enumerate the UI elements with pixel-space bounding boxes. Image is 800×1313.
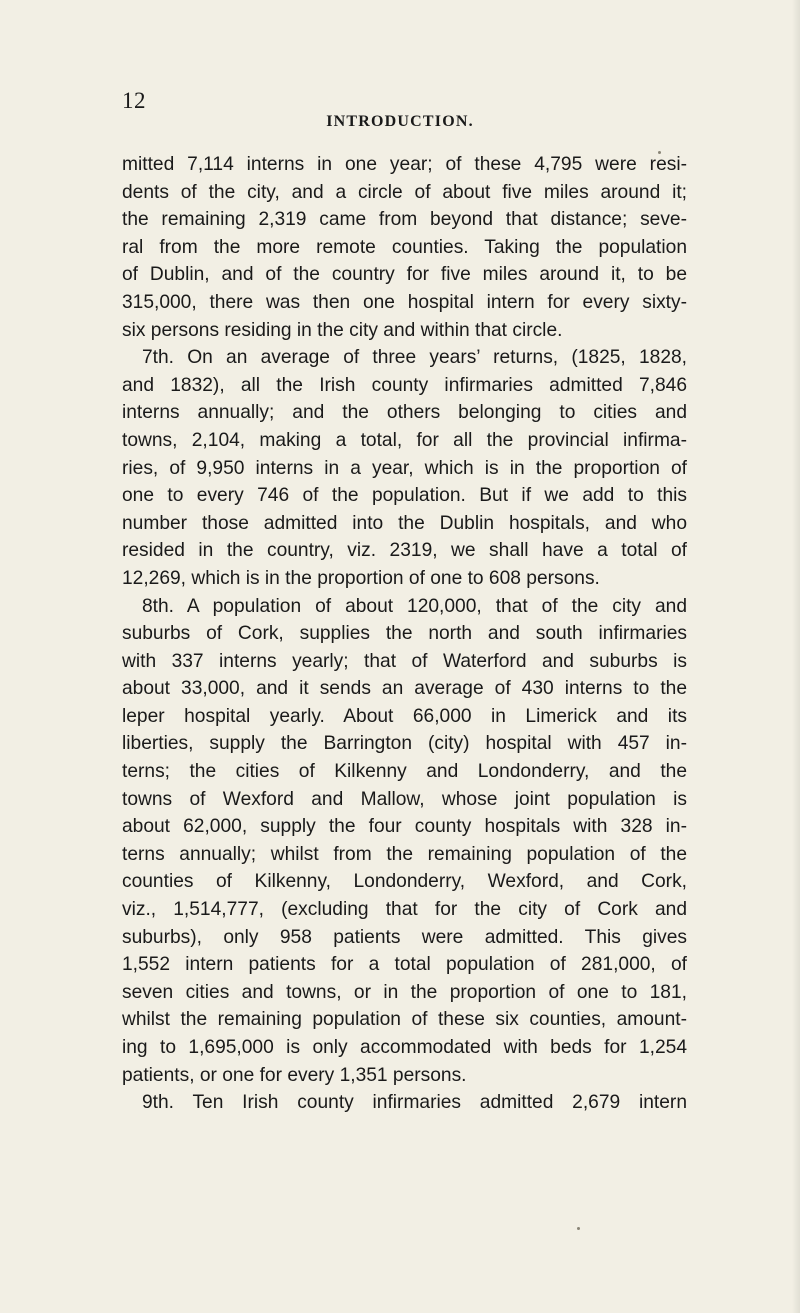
text-line: resided in the country, viz. 2319, we shall have a total of	[122, 540, 687, 562]
running-head-title: INTRODUCTION.	[326, 113, 474, 130]
text-line: leper hospital yearly. About 66,000 in Limerick and its	[122, 705, 687, 727]
text-line: suburbs of Cork, supplies the north and south infirmaries	[122, 623, 687, 645]
text-line: mitted 7,114 interns in one year; of these 4,795 were resi-	[122, 154, 687, 175]
text-line: dents of the city, and a circle of about five miles around it;	[122, 181, 687, 203]
text-line: ing to 1,695,000 is only accommodated with beds for 1,254	[122, 1037, 687, 1058]
page-edge-shadow	[792, 0, 800, 1313]
text-line: number those admitted into the Dublin hospitals, and who	[122, 512, 687, 534]
text-line: about 33,000, and it sends an average of 430 interns to the	[122, 678, 687, 700]
text-line: 7th. On an average of three years’ returns, (1825, 1828,	[142, 347, 687, 369]
text-line: six persons residing in the city and within that circle.	[122, 319, 563, 341]
text-line: seven cities and towns, or in the proportion of one to 181,	[122, 981, 687, 1003]
text-line: counties of Kilkenny, Londonderry, Wexford, and Cork,	[122, 871, 687, 893]
paper-fleck	[577, 1227, 580, 1230]
text-line: the remaining 2,319 came from beyond that distance; seve-	[122, 209, 687, 231]
text-line: interns annually; and the others belonging to cities and	[122, 402, 687, 424]
text-line: 9th. Ten Irish county infirmaries admitted 2,679 intern	[142, 1092, 687, 1114]
text-line: ries, of 9,950 interns in a year, which is in the proportion of	[122, 457, 687, 479]
text-line: towns, 2,104, making a total, for all the provincial infirma-	[122, 429, 687, 451]
text-line: about 62,000, supply the four county hospitals with 328 in-	[122, 816, 687, 838]
text-line: 8th. A population of about 120,000, that of the city and	[142, 595, 687, 617]
text-line: with 337 interns yearly; that of Waterford and suburbs is	[122, 650, 687, 672]
text-line: ral from the more remote counties. Taking the population	[122, 236, 687, 258]
text-line: liberties, supply the Barrington (city) hospital with 457 in-	[122, 733, 687, 755]
text-line: terns; the cities of Kilkenny and Londonderry, and the	[122, 761, 687, 783]
text-line: 12,269, which is in the proportion of one to 608 persons.	[122, 567, 600, 589]
text-line: towns of Wexford and Mallow, whose joint population is	[122, 788, 687, 810]
text-line: viz., 1,514,777, (excluding that for the city of Cork and	[122, 899, 687, 921]
text-line: patients, or one for every 1,351 persons.	[122, 1064, 467, 1086]
text-line: one to every 746 of the population. But if we add to this	[122, 485, 687, 507]
text-line: and 1832), all the Irish county infirmaries admitted 7,846	[122, 374, 687, 396]
text-line: whilst the remaining population of these six counties, amount-	[122, 1009, 687, 1031]
text-line: terns annually; whilst from the remaining population of the	[122, 843, 687, 865]
paper-fleck	[658, 151, 661, 154]
text-line: suburbs), only 958 patients were admitted. This gives	[122, 926, 687, 948]
page-number: 12	[122, 88, 146, 113]
body-text	[122, 151, 687, 1117]
text-line: 315,000, there was then one hospital intern for every sixty-	[122, 291, 687, 313]
text-line: of Dublin, and of the country for five miles around it, to be	[122, 264, 687, 286]
text-line: 1,552 intern patients for a total population of 281,000, of	[122, 954, 687, 976]
